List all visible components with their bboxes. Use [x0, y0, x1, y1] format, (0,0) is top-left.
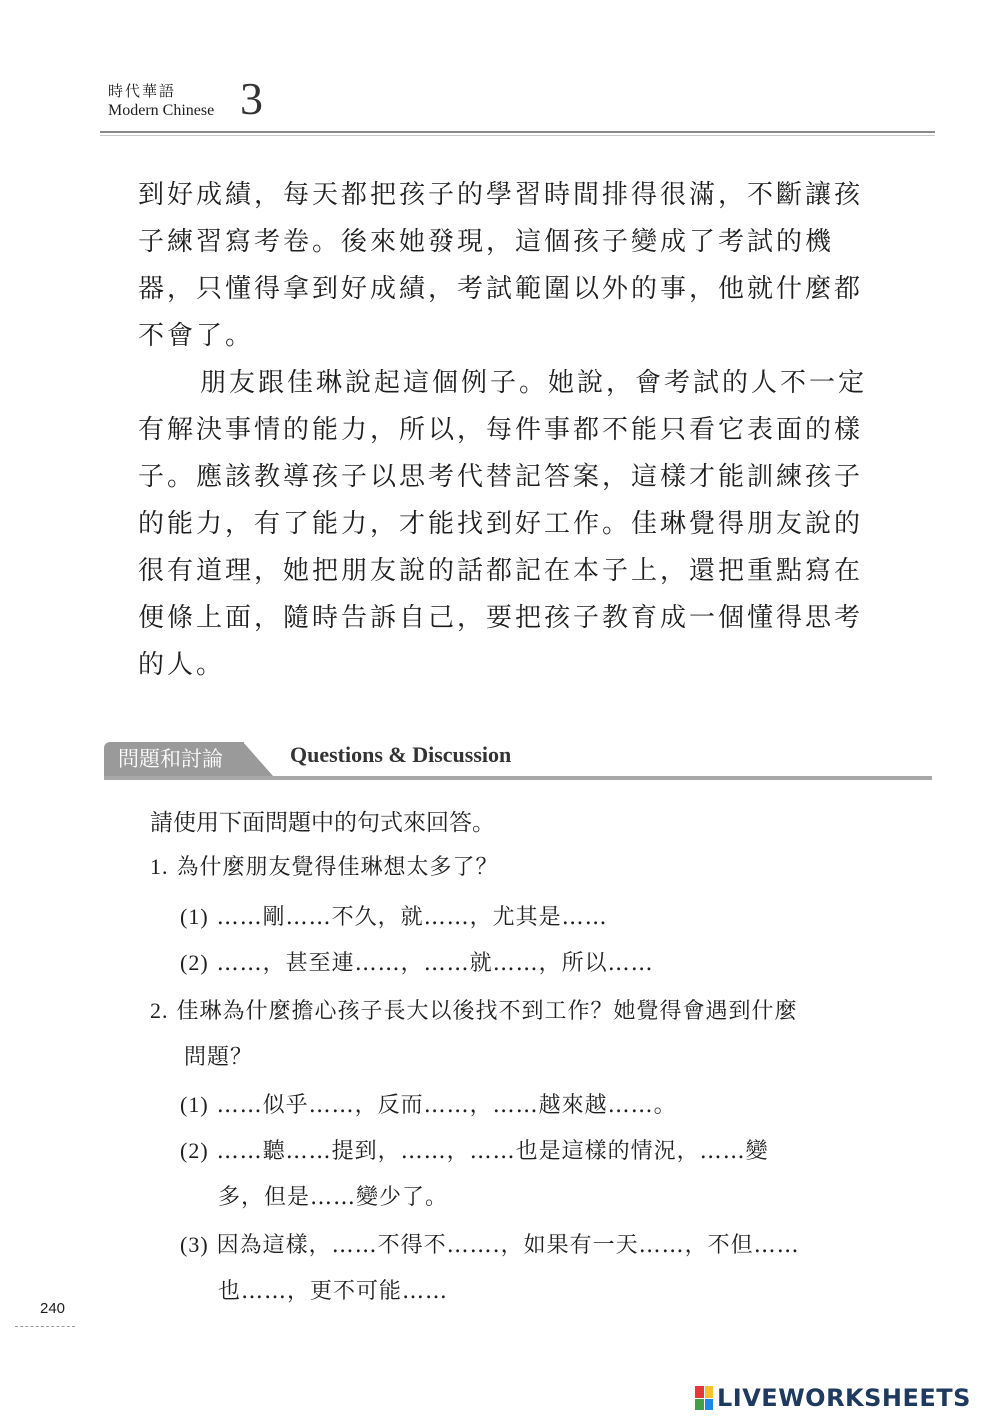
pattern-number: (1): [180, 904, 209, 929]
question-2: [150, 994, 798, 1025]
book-title-english: Modern Chinese: [108, 102, 215, 119]
passage-line: 的人。: [138, 650, 226, 680]
passage-paragraph-2: [138, 360, 906, 689]
section-tab: 問題和討論: [104, 742, 244, 776]
pattern-text: 因為這樣，……不得不…….，如果有一天……，不但……: [216, 1233, 800, 1258]
passage-line: 子。應該教導孩子以思考代替記答案，這樣才能訓練孩子: [138, 462, 864, 492]
pattern-text: ……似乎……，反而……，……越來越……。: [216, 1093, 677, 1118]
passage-line: 很有道理，她把朋友說的話都記在本子上，還把重點寫在: [138, 556, 864, 586]
pattern-2-1: [180, 1088, 677, 1119]
logo-square: [705, 1386, 714, 1398]
footer-mark: [15, 1326, 75, 1327]
liveworksheets-brand[interactable]: [695, 1384, 971, 1412]
pattern-number: (2): [180, 950, 209, 975]
passage-line: 子練習寫考卷。後來她發現，這個孩子變成了考試的機: [138, 227, 835, 257]
pattern-2-3-continued: 也……，更不可能……: [218, 1279, 449, 1304]
pattern-1-1: [180, 900, 608, 931]
passage-line: 有解決事情的能力，所以，每件事都不能只看它表面的樣: [138, 415, 864, 445]
header-rule: [100, 131, 935, 133]
pattern-1-2: [180, 946, 654, 977]
pattern-2-2-continued: 多，但是……變少了。: [218, 1185, 449, 1210]
book-title-chinese: 時代華語: [108, 82, 177, 100]
pattern-text: ……聽……提到，……，……也是這樣的情況，……變: [216, 1139, 769, 1164]
question-text: 佳琳為什麼擔心孩子長大以後找不到工作？她覺得會遇到什麼: [176, 999, 798, 1024]
brand-name: LIVEWORKSHEETS: [717, 1384, 971, 1412]
question-number: 2.: [150, 998, 169, 1023]
question-text: 為什麼朋友覺得佳琳想太多了？: [176, 855, 499, 880]
section-rule: [104, 776, 932, 780]
logo-square: [695, 1399, 704, 1411]
pattern-number: (1): [180, 1092, 209, 1117]
passage-line: 朋友跟佳琳說起這個例子。她說，會考試的人不一定: [200, 368, 868, 398]
pattern-number: (3): [180, 1232, 209, 1257]
logo-square: [695, 1386, 704, 1398]
section-tab-slant: [243, 742, 273, 776]
pattern-2-2: [180, 1134, 769, 1165]
question-number: 1.: [150, 854, 169, 879]
passage-line: 到好成績，每天都把孩子的學習時間排得很滿，不斷讓孩: [138, 180, 864, 210]
instruction-text: 請使用下面問題中的句式來回答。: [150, 810, 495, 836]
page-number: 240: [40, 1300, 66, 1317]
question-1: [150, 850, 499, 881]
header-rule-secondary: [100, 135, 935, 136]
pattern-text: ……，甚至連……，……就……，所以……: [216, 951, 654, 976]
question-2-continued: 問題？: [184, 1045, 254, 1070]
logo-square: [705, 1399, 714, 1411]
passage-line: 的能力，有了能力，才能找到好工作。佳琳覺得朋友說的: [138, 509, 864, 539]
passage-line: 不會了。: [138, 321, 255, 351]
pattern-number: (2): [180, 1138, 209, 1163]
pattern-2-3: [180, 1228, 800, 1259]
section-title: Questions & Discussion: [290, 742, 512, 767]
passage-paragraph-1: [138, 172, 906, 360]
passage-line: 便條上面，隨時告訴自己，要把孩子教育成一個懂得思考: [138, 603, 864, 633]
passage-line: 器，只懂得拿到好成績，考試範圍以外的事，他就什麼都: [138, 274, 864, 304]
pattern-text: ……剛……不久，就……，尤其是……: [216, 905, 608, 930]
volume-number: 3: [240, 73, 263, 124]
liveworksheets-logo-icon: [695, 1386, 713, 1410]
